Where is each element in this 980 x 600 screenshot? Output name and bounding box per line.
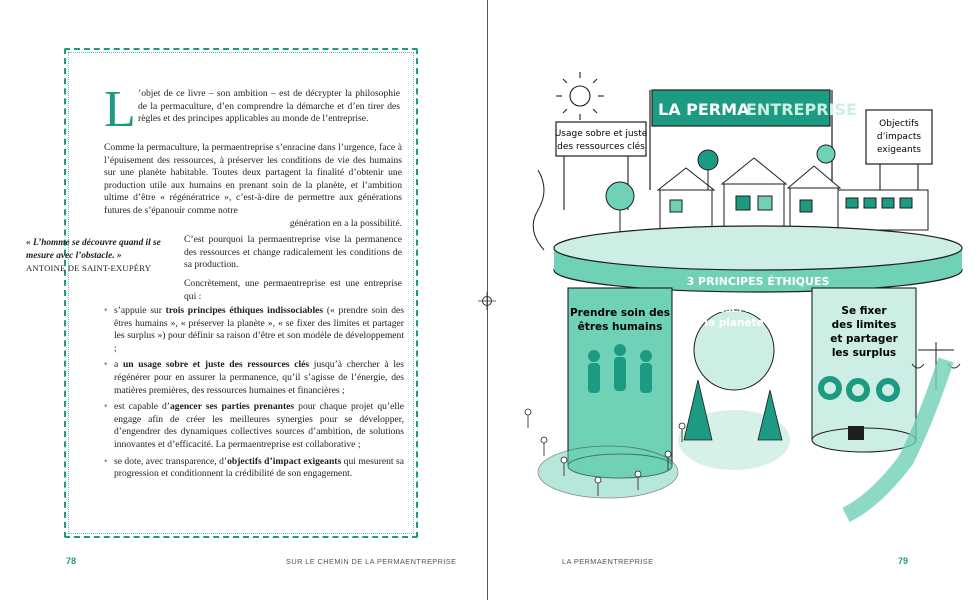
pillar-3-line1: Se fixer: [841, 305, 887, 317]
intro-paragraph: [138, 88, 400, 126]
impact-sign: [866, 110, 932, 200]
quote-text: « L’homme se découvre quand il se mesure avec l’obstacle. »: [26, 238, 161, 261]
pillar-preserve-planet: [678, 303, 790, 470]
banner-title-dark: LA PERMA: [658, 100, 750, 119]
banner-title-light: ENTREPRISE: [746, 100, 857, 119]
paragraph-permaculture: [104, 142, 402, 230]
list-item: • a un usage sobre et juste des ressources clés jusqu’à chercher à les régénérer pour en assurer la permanence, qu’il s’agisse de l’énergie, des matières premières, des ressources humaines et financières ;: [104, 359, 404, 397]
pillar-limits-surplus: [812, 288, 916, 452]
left-page: [0, 0, 488, 600]
platform-label: 3 PRINCIPES ÉTHIQUES: [686, 275, 830, 288]
paragraph-permanence: [184, 234, 402, 272]
sun-icon: [556, 72, 604, 120]
page-number-right: 79: [898, 556, 909, 566]
pillar-1-line2: êtres humains: [577, 321, 663, 333]
paragraph-concretely: [184, 278, 402, 303]
running-head-left: SUR LE CHEMIN DE LA PERMAENTREPRISE: [286, 557, 457, 566]
list-item: • se dote, avec transparence, d’objectifs d’impact exigeants qui mesurent sa progression et conditionnent la crédibilité de son engagement.: [104, 456, 404, 481]
quote-author: ANTOINE DE SAINT-EXUPÉRY: [26, 263, 152, 273]
pillar-2-line1: Préserver: [705, 303, 763, 315]
pillar-1-line1: Prendre soin des: [569, 307, 671, 319]
para1-last-line: génération en a la possibilité.: [289, 217, 402, 229]
pillar-3-line2: des limites: [831, 319, 897, 331]
list-item: • est capable d’agencer ses parties prenantes pour chaque projet qu’elle engage afin de créer les meilleures synergies pour se développer, d’engendrer des dynamiques collectives sources d’ambition, de solutions innovantes et d’efficacité. La permaentreprise est collaborative ;: [104, 401, 404, 451]
list-item: • s’appuie sur trois principes éthiques indissociables (« prendre soin des êtres humains », « préserver la planète », « se fixer des limites et partager les surplus ») pour définir sa raison d’être et son modèle de développement ;: [104, 305, 404, 355]
para1-text: Comme la permaculture, la permaentreprise s’enracine dans l’urgence, face à l’épuisement des ressources, à préserver les conditions de vie des humains sur une planète habitable. Toutes deux partagent la finalité d’obtenir une production utile aux humains en prenant soin de la planète, et l’ambition ultime d’être « régénératrice », c’est-à-dire de permettre aux générations futures de s’épanouir comme notre: [104, 142, 402, 216]
running-head-right: LA PERMAENTREPRISE: [562, 557, 654, 566]
pillar-2-line2: la planète: [704, 317, 764, 329]
page-number-left: 78: [66, 556, 77, 566]
impact-sign-line2: d’impacts: [876, 132, 922, 142]
intro-text: ’objet de ce livre – son ambition – est de décrypter la philosophie de la permaculture, d’en comprendre la démarche et d’en tirer des règles et des principes applicables au monde de l’entreprise.: [138, 88, 400, 125]
epigraph-quote: [26, 237, 186, 275]
para3-text: Concrètement, une permaentreprise est une entreprise qui :: [184, 278, 402, 302]
right-page: [488, 0, 980, 600]
pillar-3-line4: les surplus: [831, 347, 897, 359]
impact-sign-line1: Objectifs: [879, 119, 919, 129]
resources-sign-line2: des ressources clés: [557, 142, 645, 152]
ethics-platform: [554, 226, 962, 292]
drop-cap: L: [104, 81, 136, 138]
principles-list: [104, 305, 404, 485]
para2-text: C’est pourquoi la permaentreprise vise la permanence des ressources et change radicalement les conditions de sa production.: [184, 234, 402, 271]
pillar-3-line3: et partager: [830, 333, 898, 345]
impact-sign-line3: exigeants: [877, 145, 921, 155]
permaentreprise-illustration: [508, 60, 968, 530]
resources-sign-line1: Usage sobre et juste: [554, 129, 648, 139]
